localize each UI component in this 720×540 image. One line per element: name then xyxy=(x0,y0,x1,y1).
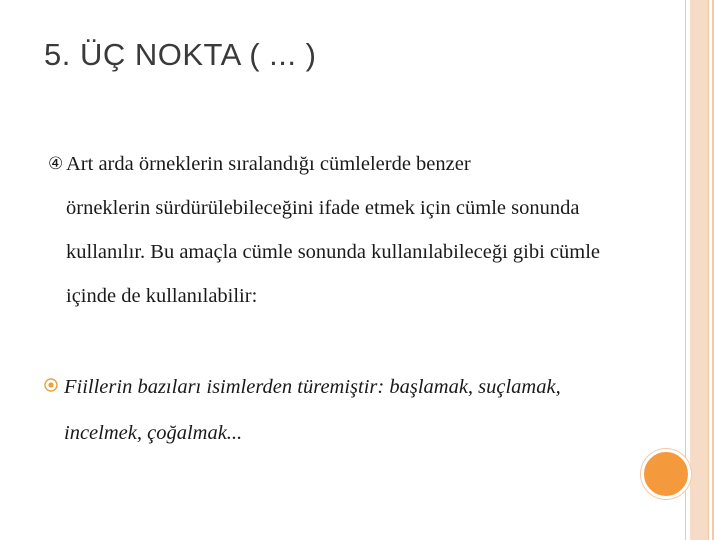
slide-title: 5. ÜÇ NOKTA ( ... ) xyxy=(44,37,317,72)
decorative-line xyxy=(708,0,709,540)
bullet-text: Fiillerin bazıları isimlerden türemiştir: başlamak, suçlamak, incelmek, çoğalmak... xyxy=(64,376,561,444)
paragraph-continuation: örneklerin sürdürülebileceğini ifade etmek için cümle sonunda kullanılır. Bu amaçla cümle sonunda kullanılabileceği gibi cümle içinde de kullanılabilir: xyxy=(66,197,600,307)
decorative-line xyxy=(712,0,714,540)
sun-bullet-icon xyxy=(44,378,58,392)
decorative-band xyxy=(690,0,708,540)
paragraph-first-line: Art arda örneklerin sıralandığı cümlelerde benzer xyxy=(66,153,471,175)
circled-four-marker: ④ xyxy=(48,154,64,174)
bullet-item xyxy=(44,364,644,456)
decorative-circle xyxy=(641,449,691,499)
body-paragraph xyxy=(48,142,648,318)
